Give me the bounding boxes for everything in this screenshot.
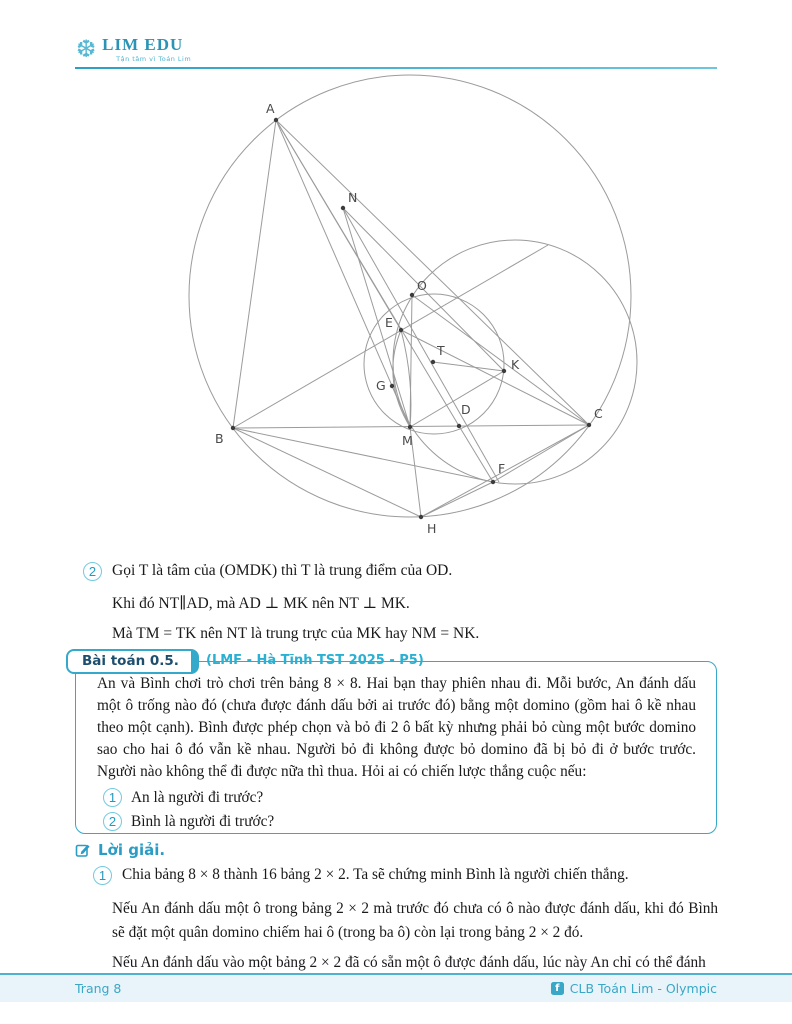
problem-source: (LMF - Hà Tĩnh TST 2025 - P5) (206, 653, 424, 668)
point-dot-K (502, 369, 506, 373)
page-number: Trang 8 (75, 981, 122, 996)
figure-lines (233, 120, 589, 517)
point-dot-A (274, 118, 278, 122)
step2-line3: Mà TM = TK nên NT là trung trực của MK hay NM = NK. (112, 625, 480, 642)
problem-item-1 (103, 788, 716, 807)
point-label-H: H (427, 521, 437, 536)
point-dot-E (399, 328, 403, 332)
snowflake-logo-icon: ❆ (76, 35, 97, 63)
point-label-A: A (266, 101, 275, 116)
problem-tab: Bài toán 0.5. (66, 649, 199, 674)
step2-row (83, 562, 452, 581)
circumcircle-ABC (189, 75, 631, 517)
point-dot-D (457, 424, 461, 428)
item-badge: 1 (93, 866, 112, 885)
solution-heading-text: Lời giải. (98, 841, 166, 859)
brand-tagline: Tận tâm vì Toán Lim (116, 55, 192, 63)
point-label-M: M (402, 433, 413, 448)
step2-line2: Khi đó NT∥AD, mà AD ⊥ MK nên NT ⊥ MK. (112, 595, 410, 612)
solution-step1-text: Chia bảng 8 × 8 thành 16 bảng 2 × 2. Ta sẽ chứng minh Bình là người chiến thắng. (122, 866, 629, 883)
point-dot-M (408, 425, 412, 429)
point-dot-O (410, 293, 414, 297)
point-dot-H (419, 515, 423, 519)
point-dot-C (587, 423, 591, 427)
point-dot-N (341, 206, 345, 210)
point-dot-G (390, 384, 394, 388)
problem-item-1-text: An là người đi trước? (131, 788, 264, 806)
brand-name: LIM EDU (102, 35, 184, 54)
point-label-F: F (498, 461, 506, 476)
solution-heading (75, 841, 165, 859)
problem-item-2 (103, 812, 716, 831)
point-label-T: T (437, 343, 445, 358)
point-label-O: O (417, 278, 427, 293)
solution-para1: Nếu An đánh dấu một ô trong bảng 2 × 2 mà trước đó chưa có ô nào được đánh dấu, khi đó Bình sẽ đặt một quân domino chiếm hai ô (trong ba ô) còn lại trong bảng 2 × 2 đó. (112, 900, 718, 941)
problem-body: An và Bình chơi trò chơi trên bảng 8 × 8. Hai bạn thay phiên nhau đi. Mỗi bước, An đánh dấu một ô trống nào đó (chưa được đánh dấu bởi ai trước đó) bằng một domino (gồm hai ô kề nhau theo một cạnh). Bình được phép chọn và bỏ đi 2 ô bất kỳ nhưng phải bỏ cùng một bước domino sao cho hai ô đó vẫn kề nhau. Người bỏ đi không được bỏ domino đã bị bỏ đi ở bước trước. Người nào không thể đi được nữa thì thua. Hỏi ai có chiến lược thắng cuộc nếu: (97, 675, 696, 780)
page-footer (0, 973, 792, 1002)
solution-para2: Nếu An đánh dấu vào một bảng 2 × 2 đã có sẵn một ô được đánh dấu, lúc này An chỉ có thể đánh (112, 954, 706, 971)
point-label-D: D (461, 402, 471, 417)
point-dot-T (431, 360, 435, 364)
point-label-K: K (511, 357, 520, 372)
problem-item-2-text: Bình là người đi trước? (131, 812, 275, 830)
pencil-icon (75, 842, 91, 858)
step2-line1: Gọi T là tâm của (OMDK) thì T là trung điểm của OD. (112, 562, 453, 579)
point-dot-B (231, 426, 235, 430)
item-badge: 2 (83, 562, 102, 581)
point-label-C: C (594, 406, 603, 421)
item-badge: 2 (103, 812, 122, 831)
solution-step1 (93, 866, 629, 885)
point-label-E: E (385, 315, 393, 330)
item-badge: 1 (103, 788, 122, 807)
facebook-icon: f (551, 982, 564, 995)
point-label-G: G (376, 378, 386, 393)
footer-club-name: CLB Toán Lim - Olympic (569, 981, 717, 996)
point-label-B: B (215, 431, 224, 446)
problem-box (75, 653, 717, 834)
point-dot-F (491, 480, 495, 484)
point-label-N: N (348, 190, 358, 205)
